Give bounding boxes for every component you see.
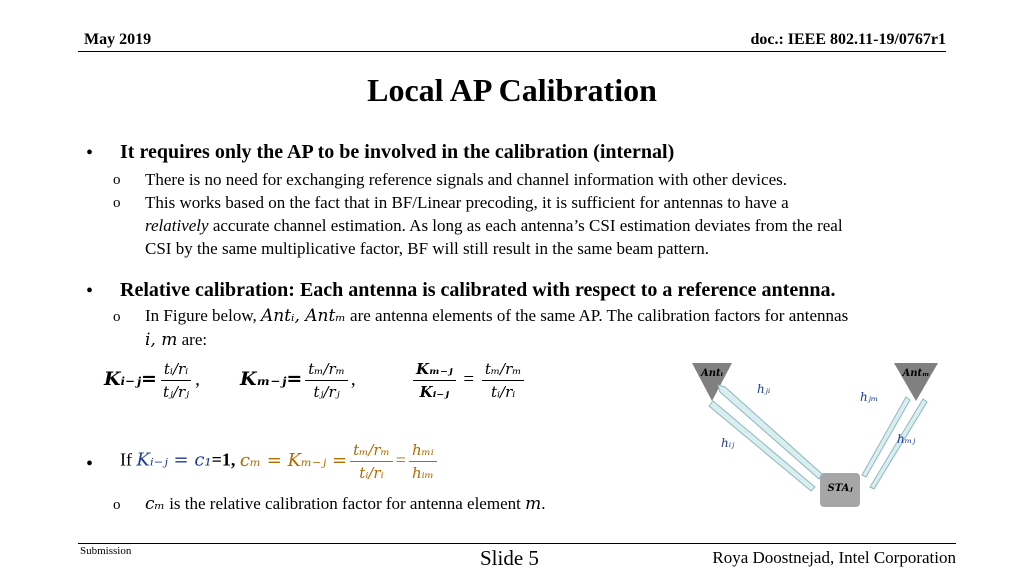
bullet3-f2-numerator: hₘᵢ: [409, 441, 437, 462]
h-jm-label: hⱼₘ: [860, 390, 879, 404]
ratio-rhs-numerator: tₘ/rₘ: [482, 360, 525, 381]
header-rule: [78, 51, 946, 52]
bullet2-sub1-text-a: In Figure below,: [145, 306, 261, 325]
antenna-m-label: Antₘ: [902, 368, 930, 379]
equation-k-mj: Kₘ₋ⱼ= $\frac{\text{tₘ/rₘ}}{\text{tⱼ/rⱼ}}$ ,: [240, 360, 356, 401]
math-cm: cₘ: [145, 494, 165, 514]
bullet1-sub2-line1: This works based on the fact that in BF/Linear precoding, it is sufficient for antennas to have a: [145, 193, 789, 212]
bullet2-sub1-line2: [145, 330, 207, 350]
math-m: m: [525, 494, 542, 514]
sub-marker: o: [113, 309, 121, 325]
bullet3-sub-end: .: [541, 494, 546, 513]
k-mj-numerator: tₘ/rₘ: [305, 360, 348, 381]
sub-marker: o: [113, 172, 121, 188]
footer-author: Roya Doostnejad, Intel Corporation: [712, 548, 956, 567]
bullet3-fraction-1: [350, 441, 393, 482]
antenna-i-label: Antᵢ: [700, 368, 724, 379]
bullet2-sub1-line1: [145, 306, 848, 326]
equation-ratio: $\frac{\text{Kₘ₋ⱼ}}{\text{Kᵢ₋ⱼ}}$ = $\frac{\text{tₘ/rₘ}}{\text{tᵢ/rᵢ}}$: [410, 360, 527, 401]
equation-k-ij: Kᵢ₋ⱼ= $\frac{\text{tᵢ/rᵢ}}{\text{tⱼ/rⱼ}}$ ,: [104, 360, 200, 401]
bullet3-fraction-2: [409, 441, 437, 482]
header-date: May 2019: [84, 31, 152, 48]
italic-relatively: relatively: [145, 216, 209, 235]
bullet-marker: •: [86, 142, 94, 164]
bullet3-equation: If Kᵢ₋ⱼ = c₁=1, cₘ = Kₘ₋ⱼ = $\frac{\text{tₘ/rₘ}}{\text{tᵢ/rᵢ}}$ = $\frac{\text{hₘᵢ}}{\text{hᵢₘ}}$: [120, 441, 440, 482]
h-ij-label: hᵢⱼ: [721, 436, 735, 450]
ratio-rhs-denominator: tᵢ/rᵢ: [490, 383, 516, 401]
k-ij-numerator: tᵢ/rᵢ: [161, 360, 191, 381]
bullet3-f2-denominator: hᵢₘ: [411, 464, 434, 482]
bullet3-sub1: [145, 494, 545, 514]
bullet-marker: •: [86, 280, 94, 302]
ratio-numerator: Kₘ₋ⱼ: [413, 360, 456, 381]
bullet2-sub1-text-b: are antenna elements of the same AP. The calibration factors for antennas: [345, 306, 849, 325]
k-mj-denominator: tⱼ/rⱼ: [313, 383, 340, 401]
bullet-marker: •: [86, 453, 94, 475]
bullet3-one: =1,: [211, 449, 240, 470]
k-ij-lhs: Kᵢ₋ⱼ=: [104, 367, 157, 390]
k-mj-fraction: [305, 360, 348, 401]
bullet2-sub1-line2-rest: are:: [177, 330, 208, 349]
ratio-fraction: [413, 360, 456, 401]
sub-marker: o: [113, 497, 121, 513]
bullet1-sub2-line2: [145, 216, 843, 236]
bullet3-f1-denominator: tᵢ/rᵢ: [359, 464, 384, 482]
slide-title: Local AP Calibration: [367, 72, 657, 108]
slide-number: Slide 5: [480, 546, 539, 570]
ratio-denominator: Kᵢ₋ⱼ: [419, 383, 449, 401]
footer-submission: Submission: [80, 545, 132, 557]
arrow-antenna-i-to-sta: [718, 385, 822, 479]
k-mj-lhs: Kₘ₋ⱼ=: [240, 367, 303, 390]
bullet3-if: If: [120, 449, 137, 470]
math-antennas: Antᵢ, Antₘ: [261, 306, 346, 326]
sub-marker: o: [113, 195, 121, 211]
ratio-rhs-fraction: [482, 360, 525, 401]
calibration-figure: [680, 355, 970, 515]
h-mj-label: hₘⱼ: [897, 432, 916, 446]
bullet3-condition: Kᵢ₋ⱼ = c₁: [136, 449, 212, 471]
header-doc-id: doc.: IEEE 802.11-19/0767r1: [750, 31, 946, 48]
bullet3-sub-text: is the relative calibration factor for antenna element: [164, 494, 526, 513]
footer-rule: [78, 543, 956, 544]
bullet1-sub2-line2-rest: accurate channel estimation. As long as each antenna’s CSI estimation deviates from the real: [208, 216, 843, 235]
k-ij-denominator: tⱼ/rⱼ: [162, 383, 190, 401]
bullet2-heading: Relative calibration: Each antenna is calibrated with respect to a reference antenna.: [120, 279, 836, 301]
sta-label: STAⱼ: [827, 483, 853, 494]
bullet3-f1-numerator: tₘ/rₘ: [350, 441, 393, 462]
h-ji-label: hⱼᵢ: [757, 382, 771, 396]
bullet1-sub1: There is no need for exchanging reference signals and channel information with other devices.: [145, 170, 787, 189]
math-im: i, m: [145, 330, 178, 350]
k-ij-fraction: [160, 360, 192, 401]
bullet3-cm: cₘ = Kₘ₋ⱼ =: [239, 449, 348, 471]
bullet1-heading: It requires only the AP to be involved in the calibration (internal): [120, 141, 675, 163]
bullet1-sub2-line3: CSI by the same multiplicative factor, BF will still result in the same beam pattern.: [145, 239, 709, 258]
